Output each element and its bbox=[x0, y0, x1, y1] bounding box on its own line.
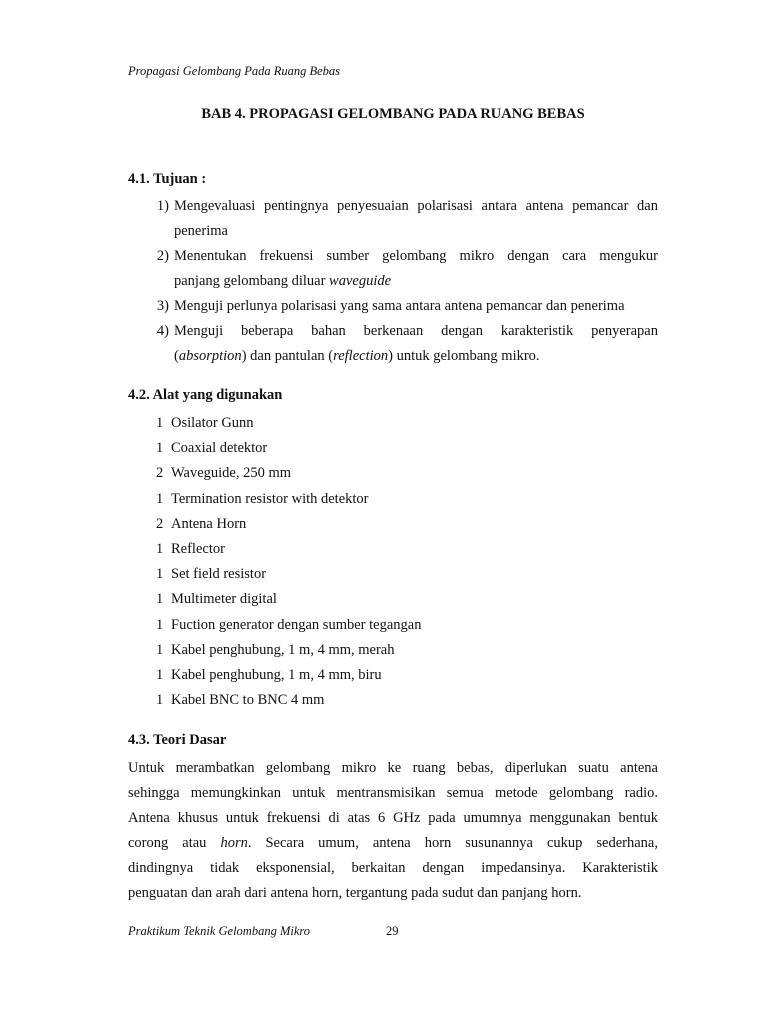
list-item bbox=[156, 411, 421, 436]
list-item bbox=[156, 688, 421, 713]
equipment-qty: 1 bbox=[156, 541, 164, 558]
equipment-name: Kabel penghubung, 1 m, 4 mm, merah bbox=[171, 641, 395, 658]
list-item bbox=[156, 638, 421, 663]
list-item bbox=[156, 512, 421, 537]
list-number: 1) bbox=[156, 198, 169, 214]
list-text bbox=[174, 194, 658, 244]
paragraph-line: Antena khusus untuk frekuensi di atas 6 GHz pada umumnya menggunakan bentuk bbox=[128, 810, 658, 826]
list-item bbox=[156, 487, 421, 512]
equipment-name: Coaxial detektor bbox=[171, 440, 268, 457]
list-text bbox=[174, 294, 658, 319]
equipment-name: Reflector bbox=[171, 541, 225, 558]
list-text-line: penerima bbox=[174, 223, 228, 239]
paragraph-line bbox=[128, 831, 658, 856]
equipment-name: Multimeter digital bbox=[171, 591, 277, 608]
list-text-fragment: ) untuk gelombang mikro. bbox=[388, 348, 540, 364]
equipment-name: Waveguide, 250 mm bbox=[171, 465, 292, 482]
list-item bbox=[128, 244, 658, 294]
list-item bbox=[156, 613, 421, 638]
list-text-line: Mengevaluasi pentingnya penyesuaian polarisasi antara antena pemancar dan bbox=[174, 198, 658, 214]
section-heading-alat: 4.2. Alat yang digunakan bbox=[128, 387, 283, 403]
theory-paragraph bbox=[128, 756, 658, 906]
paragraph-fragment: . Secara umum, antena horn susunannya cukup sederhana, bbox=[247, 835, 658, 851]
chapter-title: BAB 4. PROPAGASI GELOMBANG PADA RUANG BEBAS bbox=[201, 106, 585, 122]
equipment-qty: 1 bbox=[156, 415, 164, 431]
list-text-fragment: ) dan pantulan ( bbox=[241, 348, 334, 364]
list-item bbox=[156, 587, 421, 612]
list-item bbox=[156, 537, 421, 562]
equipment-qty: 1 bbox=[156, 490, 164, 507]
paragraph-line: dindingnya tidak eksponensial, berkaitan dengan impedansinya. Karakteristik bbox=[128, 860, 658, 876]
list-item bbox=[128, 194, 658, 244]
list-text-italic: reflection bbox=[333, 348, 389, 364]
list-text-fragment: panjang gelombang diluar bbox=[174, 273, 330, 289]
equipment-qty: 1 bbox=[156, 591, 164, 608]
equipment-qty: 1 bbox=[156, 641, 164, 658]
list-text-fragment: ( bbox=[174, 348, 179, 364]
footer-course-title: Praktikum Teknik Gelombang Mikro bbox=[128, 924, 311, 938]
list-text-line: Menguji beberapa bahan berkenaan dengan karakteristik penyerapan bbox=[174, 323, 658, 339]
list-number: 2) bbox=[156, 248, 169, 264]
list-item bbox=[156, 663, 421, 688]
list-text bbox=[174, 319, 658, 369]
paragraph-line: Untuk merambatkan gelombang mikro ke ruang bebas, diperlukan suatu antena bbox=[128, 760, 658, 776]
list-item bbox=[128, 294, 658, 319]
equipment-qty: 2 bbox=[156, 515, 164, 532]
equipment-name: Fuction generator dengan sumber tegangan bbox=[171, 616, 422, 633]
list-item bbox=[156, 436, 421, 461]
list-text-italic: absorption bbox=[178, 348, 242, 364]
list-text-line: Menentukan frekuensi sumber gelombang mikro dengan cara mengukur bbox=[174, 248, 658, 264]
list-item bbox=[156, 562, 421, 587]
equipment-qty: 1 bbox=[156, 667, 164, 684]
page-number: 29 bbox=[386, 924, 399, 938]
equipment-name: Kabel BNC to BNC 4 mm bbox=[171, 692, 325, 709]
list-number: 3) bbox=[156, 298, 169, 314]
list-item bbox=[128, 319, 658, 369]
equipment-qty: 1 bbox=[156, 692, 164, 709]
list-text-line: Menguji perlunya polarisasi yang sama antara antena pemancar dan penerima bbox=[174, 298, 625, 314]
paragraph-line: sehingga memungkinkan untuk mentransmisikan semua metode gelombang radio. bbox=[128, 785, 658, 801]
equipment-qty: 2 bbox=[156, 465, 164, 482]
equipment-name: Termination resistor with detektor bbox=[171, 490, 369, 507]
equipment-name: Osilator Gunn bbox=[171, 415, 254, 431]
equipment-name: Set field resistor bbox=[171, 566, 267, 583]
equipment-qty: 1 bbox=[156, 440, 164, 457]
section-heading-tujuan: 4.1. Tujuan : bbox=[128, 171, 207, 187]
equipment-name: Kabel penghubung, 1 m, 4 mm, biru bbox=[171, 667, 382, 684]
list-text-italic: waveguide bbox=[329, 273, 392, 289]
list-text bbox=[174, 244, 658, 294]
equipment-name: Antena Horn bbox=[171, 515, 247, 532]
list-text-line bbox=[174, 269, 658, 294]
equipment-list bbox=[156, 411, 421, 713]
running-header: Propagasi Gelombang Pada Ruang Bebas bbox=[128, 64, 341, 78]
paragraph-line: penguatan dan arah dari antena horn, tergantung pada sudut dan panjang horn. bbox=[128, 885, 582, 901]
list-number: 4) bbox=[156, 323, 169, 339]
paragraph-fragment: corong atau bbox=[128, 835, 221, 851]
equipment-qty: 1 bbox=[156, 616, 164, 633]
paragraph-italic: horn bbox=[220, 835, 248, 851]
list-text-line bbox=[174, 344, 658, 369]
objectives-list bbox=[128, 194, 658, 369]
equipment-qty: 1 bbox=[156, 566, 164, 583]
list-item bbox=[156, 461, 421, 486]
section-heading-teori: 4.3. Teori Dasar bbox=[128, 732, 227, 748]
